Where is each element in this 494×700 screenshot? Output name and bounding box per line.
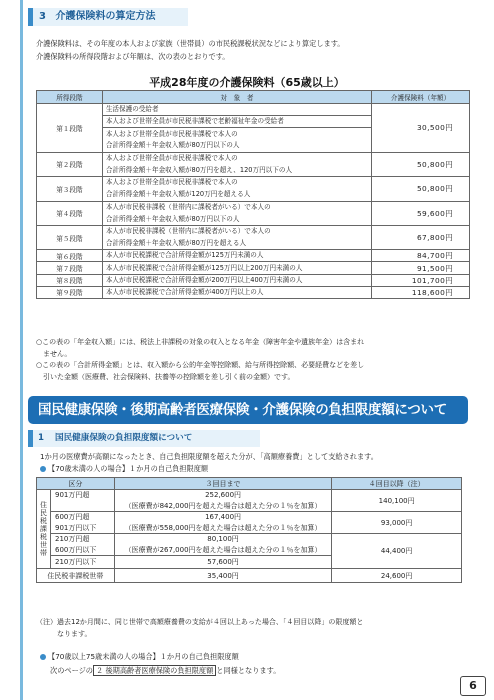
target-cell: 本人が市民税課税で合計所得金額が125万円以上200万円未満の人 bbox=[102, 262, 371, 274]
income-label: 901万円超 bbox=[50, 490, 114, 501]
level-cell: 第１段階 bbox=[37, 104, 103, 153]
header-premium: 介護保険料（年額） bbox=[372, 91, 470, 104]
target-cell: 本人が市民税非課税（世帯内に課税者がいる）で本人の bbox=[102, 225, 371, 237]
over70-title: 【70歳以上75歳未満の人の場合】１か月の自己負担限度額 bbox=[48, 652, 239, 661]
fourth-amount-cell: 44,400円 bbox=[332, 534, 462, 569]
target-cell: 生活保護の受給者 bbox=[102, 104, 371, 116]
table-row bbox=[37, 274, 470, 286]
premium-cell: 59,600円 bbox=[372, 201, 470, 225]
detail-cell: （医療費が267,000円を超えた場合は超えた分の１％を加算） bbox=[114, 545, 331, 556]
amount-cell: 57,600円 bbox=[114, 556, 331, 569]
premium-table-header bbox=[37, 91, 470, 104]
premium-cell: 50,800円 bbox=[372, 152, 470, 176]
target-cell: 本人が市民税非課税（世帯内に課税者がいる）で本人の bbox=[102, 201, 371, 213]
premium-cell: 84,700円 bbox=[372, 250, 470, 262]
level-cell: 第３段階 bbox=[37, 177, 103, 201]
limit-table bbox=[36, 477, 462, 583]
premium-cell: 91,500円 bbox=[372, 262, 470, 274]
premium-cell: 30,500円 bbox=[372, 104, 470, 153]
income-label: 210万円以下 bbox=[50, 556, 114, 569]
fourth-amount-cell: 93,000円 bbox=[332, 512, 462, 534]
section-paragraph-2: 介護保険料の所得段階および年額は、次の表のとおりです。 bbox=[36, 52, 230, 61]
section-number: 3 bbox=[39, 11, 46, 22]
target-cell: 合計所得金額＋年金収入額が80万円以下の人 bbox=[102, 140, 371, 152]
note-line: ○この表の「年金収入額」には、税法上非課税の対象の収入となる年金（障害年金や遺族年金）は含まれ bbox=[36, 338, 365, 346]
premium-table bbox=[36, 90, 470, 299]
notes-block bbox=[36, 337, 476, 383]
target-cell: 本人および世帯全員が市民税非課税で老齢福祉年金の受給者 bbox=[102, 116, 371, 128]
note-line: 引いた金額（医療費、社会保険料、扶養等の控除額を差し引く前の金額）です。 bbox=[36, 372, 295, 381]
table-row bbox=[37, 569, 462, 583]
target-cell: 合計所得金額＋年金収入額が80万円を超える人 bbox=[102, 238, 371, 250]
header-target: 対 象 者 bbox=[102, 91, 371, 104]
income-label: 600万円以下 bbox=[50, 545, 114, 556]
amount-cell: 252,600円 bbox=[114, 490, 331, 501]
target-cell: 本人が市民税課税で合計所得金額が200万円以上400万円未満の人 bbox=[102, 274, 371, 286]
level-cell: 第６段階 bbox=[37, 250, 103, 262]
header-up-to-3: ３回目まで bbox=[114, 478, 331, 490]
table-row bbox=[37, 177, 470, 189]
subsection-number: 1 bbox=[38, 433, 44, 443]
section-paragraph-1: 介護保険料は、その年度の本人および家族（世帯員）の市民税課税状況などにより算定します。 bbox=[36, 39, 345, 48]
non-taxed-label: 住民税非課税世帯 bbox=[37, 569, 115, 583]
cross-reference-box: ２ 後期高齢者医療保険の負担限度額 bbox=[93, 665, 216, 676]
bullet-icon bbox=[40, 654, 46, 660]
over70-heading bbox=[40, 652, 239, 662]
target-cell: 合計所得金額＋年金収入額が120万円を超える人 bbox=[102, 189, 371, 201]
target-cell: 本人および世帯全員が市民税非課税で本人の bbox=[102, 152, 371, 164]
over70-line-pre: 次のページの bbox=[50, 666, 93, 675]
subsection-heading bbox=[28, 430, 260, 447]
table-row bbox=[37, 201, 470, 213]
income-label: 600万円超 bbox=[50, 512, 114, 523]
income-label: 901万円以下 bbox=[50, 523, 114, 534]
table-note bbox=[36, 617, 476, 640]
table-row bbox=[37, 490, 462, 501]
premium-cell: 101,700円 bbox=[372, 274, 470, 286]
amount-cell: 167,400円 bbox=[114, 512, 331, 523]
amount-cell: 35,400円 bbox=[114, 569, 331, 583]
level-cell: 第８段階 bbox=[37, 274, 103, 286]
level-cell: 第９段階 bbox=[37, 286, 103, 298]
header-category: 区分 bbox=[37, 478, 115, 490]
table-row bbox=[37, 152, 470, 164]
under70-title: 【70歳未満の人の場合】１か月の自己負担限度額 bbox=[48, 464, 209, 473]
taxed-household-label: 住民税課税世帯 bbox=[37, 490, 51, 569]
page-number: 6 bbox=[460, 676, 486, 696]
premium-cell: 118,600円 bbox=[372, 286, 470, 298]
bullet-icon bbox=[40, 466, 46, 472]
note-line: ○この表の「合計所得金額」とは、収入額から公的年金等控除額、給与所得控除額、必要経費などを差し bbox=[36, 361, 365, 369]
note-line: ません。 bbox=[36, 349, 72, 358]
level-cell: 第５段階 bbox=[37, 225, 103, 249]
left-margin-rule bbox=[20, 0, 23, 700]
target-cell: 本人および世帯全員が市民税非課税で本人の bbox=[102, 128, 371, 140]
header-4th-onward: ４回目以降（注） bbox=[332, 478, 462, 490]
amount-cell: 80,100円 bbox=[114, 534, 331, 545]
premium-table-title: 平成28年度の介護保険料（65歳以上） bbox=[149, 76, 345, 89]
section-heading bbox=[28, 8, 188, 26]
target-cell: 合計所得金額＋年金収入額が80万円を超え、120万円以下の人 bbox=[102, 164, 371, 176]
level-cell: 第７段階 bbox=[37, 262, 103, 274]
level-cell: 第４段階 bbox=[37, 201, 103, 225]
subsection-title: 国民健康保険の負担限度額について bbox=[54, 433, 193, 443]
over70-line-post: と同様となります。 bbox=[216, 666, 281, 675]
detail-cell: （医療費が558,000円を超えた場合は超えた分の１％を加算） bbox=[114, 523, 331, 534]
detail-cell: （医療費が842,000円を超えた場合は超えた分の１％を加算） bbox=[114, 501, 331, 512]
table-row bbox=[37, 534, 462, 545]
fourth-amount-cell: 24,600円 bbox=[332, 569, 462, 583]
income-label: 210万円超 bbox=[50, 534, 114, 545]
table-row bbox=[37, 250, 470, 262]
section-title: 介護保険料の算定方法 bbox=[55, 11, 156, 22]
note-line: （注）過去12か月間に、同じ世帯で高額療養費の支給が４回以上あった場合、「４回目以降」の限度額と bbox=[36, 618, 364, 626]
target-cell: 本人が市民税課税で合計所得金額が400万円以上の人 bbox=[102, 286, 371, 298]
over70-line bbox=[50, 666, 280, 676]
table-row bbox=[37, 225, 470, 237]
under70-heading bbox=[40, 464, 208, 474]
target-cell: 本人が市民税課税で合計所得金額が125万円未満の人 bbox=[102, 250, 371, 262]
header-level: 所得段階 bbox=[37, 91, 103, 104]
table-row bbox=[37, 512, 462, 523]
fourth-amount-cell: 140,100円 bbox=[332, 490, 462, 512]
premium-cell: 67,800円 bbox=[372, 225, 470, 249]
chapter-banner: 国民健康保険・後期高齢者医療保険・介護保険の負担限度額について bbox=[28, 396, 468, 424]
target-cell: 合計所得金額＋年金収入額が80万円以下の人 bbox=[102, 213, 371, 225]
level-cell: 第２段階 bbox=[37, 152, 103, 176]
table-row bbox=[37, 104, 470, 116]
premium-cell: 50,800円 bbox=[372, 177, 470, 201]
note-line: なります。 bbox=[36, 629, 92, 638]
table-row bbox=[37, 262, 470, 274]
target-cell: 本人および世帯全員が市民税非課税で本人の bbox=[102, 177, 371, 189]
table-row bbox=[37, 286, 470, 298]
limit-table-header bbox=[37, 478, 462, 490]
subsection-paragraph: 1か月の医療費が高額になったとき、自己負担限度額を超えた分が、「高額療養費」として支給されます。 bbox=[40, 452, 378, 461]
